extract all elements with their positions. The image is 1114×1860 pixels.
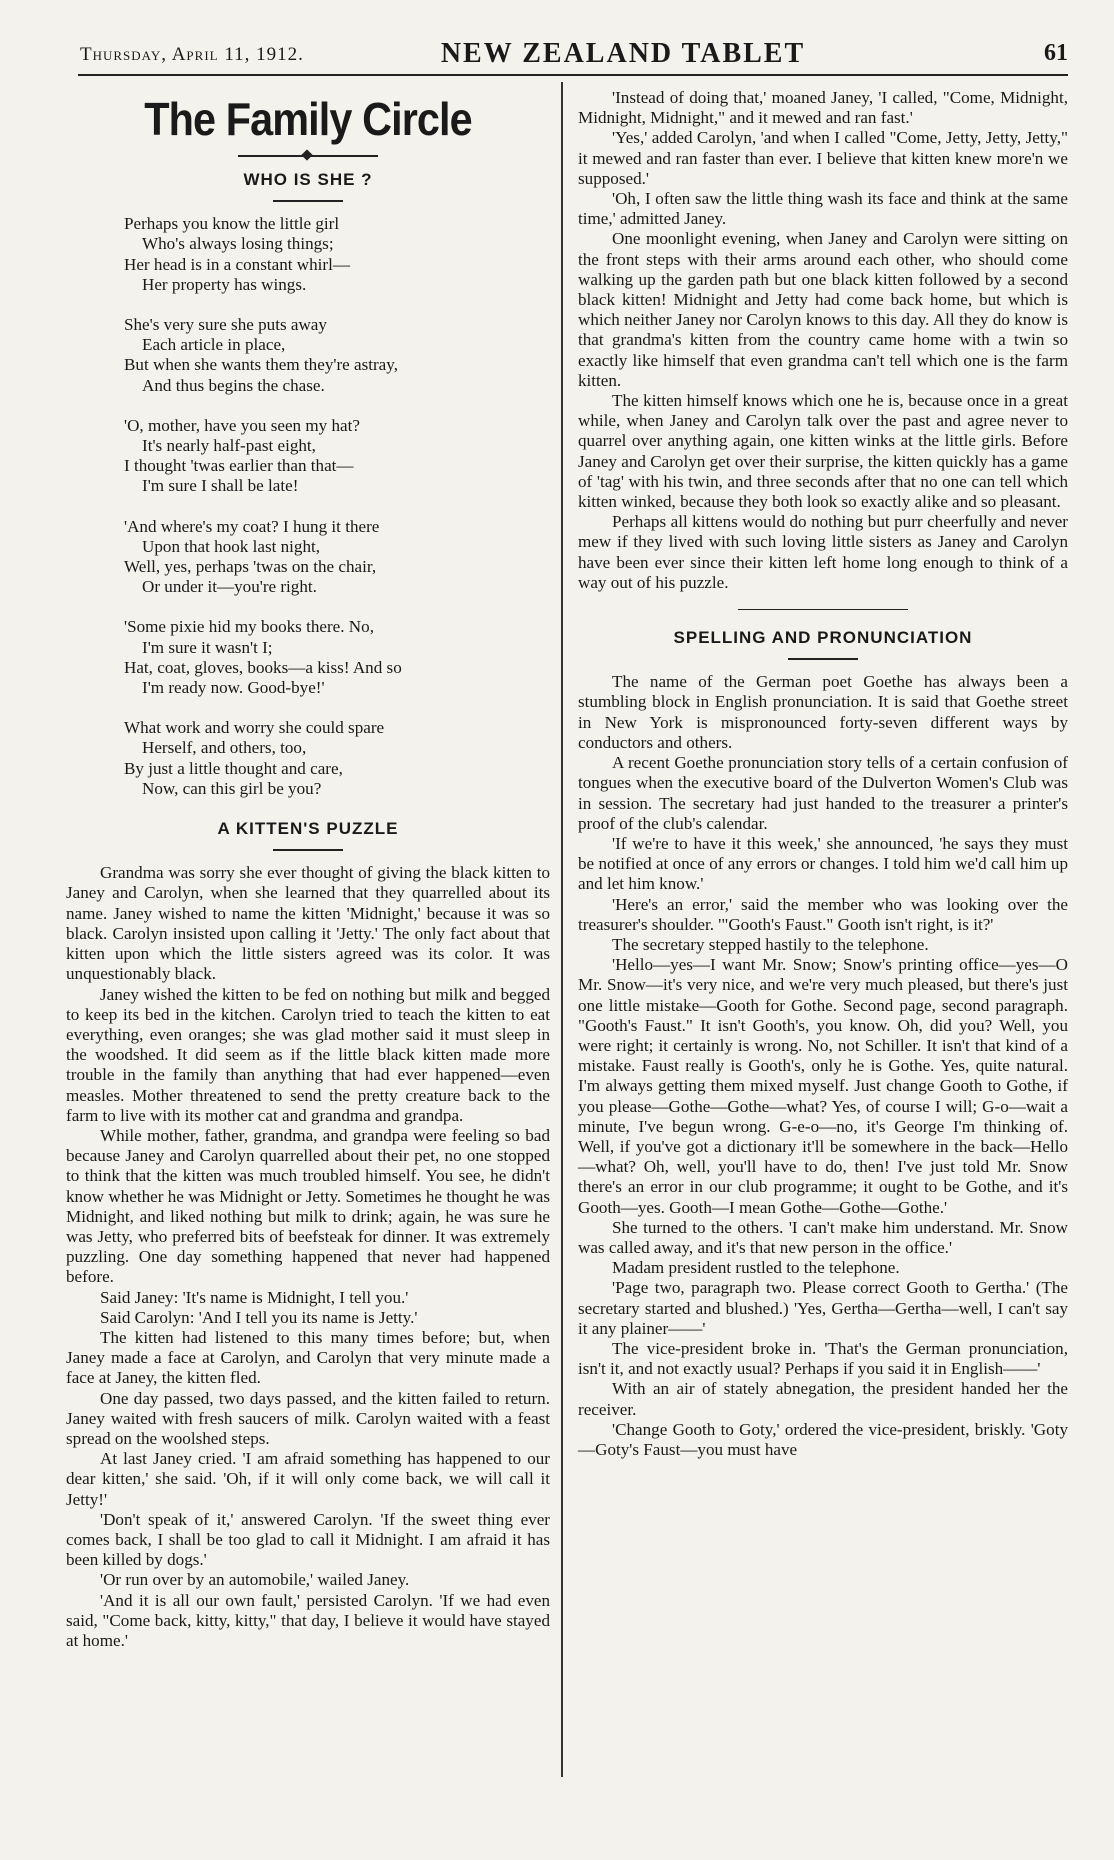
poem-line: 'O, mother, have you seen my hat? [124, 415, 360, 435]
paragraph: Said Carolyn: 'And I tell you its name is Jetty.' [100, 1307, 418, 1327]
heading-rule [788, 658, 858, 660]
paragraph: Madam president rustled to the telephone. [612, 1258, 900, 1278]
column-divider [561, 82, 563, 1777]
poem-line: Hat, coat, gloves, books—a kiss! And so [124, 657, 402, 677]
poem-line: Well, yes, perhaps 'twas on the chair, [124, 557, 377, 577]
left-column [66, 88, 550, 1651]
paragraph: The kitten himself knows which one he is, because once in a great while, when Janey and Carolyn talk over the past and agree never to quarrel over anything again, one kitten winks at the little girls. Before Janey and Carolyn get over their surprise, the kitten quickly has a game of 'tag' with his twin, and three seconds after that no one can tell which kitten winked, because they both look so exactly alike and so pleasant. [578, 391, 1068, 512]
poem-stanza [124, 517, 550, 598]
right-column [578, 88, 1068, 1460]
poem-line: Herself, and others, too, [142, 738, 307, 758]
paragraph: Perhaps all kittens would do nothing but purr cheerfully and never mew if they lived with such loving little sisters as Janey and Carolyn have been ever since their kitten left home long enough to think of a way out of his puzzle. [578, 512, 1068, 592]
kitten-story-left [66, 863, 550, 1651]
section-title: The Family Circle [144, 93, 472, 145]
paragraph: The vice-president broke in. 'That's the German pronunciation, isn't it, and not exactly usual? Perhaps if you said it in English——' [578, 1338, 1068, 1379]
paragraph: The name of the German poet Goethe has always been a stumbling block in English pronunciation. It is said that Goethe street in New York is mispronounced forty-seven different ways by conductors and others. [578, 672, 1068, 752]
poem-line: I'm ready now. Good-bye!' [142, 678, 325, 698]
paragraph: While mother, father, grandma, and grandpa were feeling so bad because Janey and Carolyn quarrelled about their pet, no one stopped to think that the kitten was much troubled himself. You see, he didn't know whether he was Midnight or Jetty. Sometimes he thought he was Midnight, and liked nothing but milk to drink; again, he was sure he was Jetty, who preferred bits of beefsteak for dinner. It was extremely puzzling. One day something happened that never had happened before. [66, 1125, 550, 1287]
paragraph: The kitten had listened to this many times before; but, when Janey made a face at Carolyn, and Carolyn that very minute made a face at Janey, the kitten fled. [66, 1327, 550, 1388]
paragraph: 'Change Gooth to Goty,' ordered the vice-president, briskly. 'Goty—Goty's Faust—you must have [578, 1419, 1068, 1459]
poem-stanza [124, 416, 550, 497]
poem-stanza [124, 315, 550, 396]
poem-line: Who's always losing things; [142, 234, 334, 254]
paragraph: One moonlight evening, when Janey and Carolyn were sitting on the front steps with their arms around each other, who should come walking up the garden path but one black kitten followed by a second black kitten! Midnight and Jetty had come back home, but which is which neither Janey nor Carolyn knows to this day. All they do know is that grandma's kitten from the country came home with a twin so exactly like himself that even grandma can't tell which one is the farm kitten. [578, 229, 1068, 390]
paragraph: 'Yes,' added Carolyn, 'and when I called "Come, Jetty, Jetty, Jetty," it mewed and ran faster than ever. I believe that kitten knew more'n we supposed.' [578, 128, 1068, 188]
spelling-heading: SPELLING AND PRONUNCIATION [673, 628, 973, 648]
paragraph: 'Oh, I often saw the little thing wash its face and think at the same time,' admitted Janey. [578, 189, 1068, 229]
poem-line: What work and worry she could spare [124, 718, 385, 738]
kitten-story-right [578, 88, 1068, 593]
paragraph: Grandma was sorry she ever thought of giving the black kitten to Janey and Carolyn, when she learned that they quarrelled about its name. Janey wished to name the kitten 'Midnight,' because it was so black. Carolyn insisted upon calling it 'Jetty.' The only fact about that kitten upon which the little sisters agreed was its color. It was unquestionably black. [66, 863, 550, 984]
paragraph: 'And it is all our own fault,' persisted Carolyn. 'If we had even said, "Come back, kitty, kitty," that day, I believe it would have stayed at home.' [66, 1590, 550, 1650]
paragraph: 'Hello—yes—I want Mr. Snow; Snow's printing office—yes—O Mr. Snow—it's very nice, and we're very much pleased, but there's just one little mistake—Gooth for Gothe. Second page, second paragraph. "Gooth's Faust." It isn't Gooth's, you know. Oh, did you? Well, you were right; it certainly is wrong. No, not Schiller. It isn't that kind of a mistake. Faust really is Gooth's, only he is Gothe. Yes, quite natural. I'm always getting them mixed myself. Just change Gooth to Gothe, if you please—Gothe—Gothe—what? Yes, of course I will; G-o—wait a minute, I've begun wrong. G-e-o—no, it's George I'm thinking of. Well, if you've got a dictionary it'll be somewhere in the back—Hello—what? Oh, well, you'll have to do, then! I've just told Mr. Snow there's an error in our club programme; it ought to be Gothe, and it's Gooth—yes. Gooth—I mean Gothe—Gothe—Gothe.' [578, 955, 1068, 1217]
paragraph: With an air of stately abnegation, the president handed her the receiver. [578, 1379, 1068, 1419]
paragraph: 'Or run over by an automobile,' wailed Janey. [100, 1570, 410, 1590]
poem-stanza [124, 214, 550, 295]
paragraph: A recent Goethe pronunciation story tells of a certain confusion of tongues when the executive board of the Dulverton Women's Club was in session. The secretary had just handed to the treasurer a printer's proof of the club's calendar. [578, 753, 1068, 833]
page-number: 61 [1044, 40, 1068, 66]
newspaper-title: NEW ZEALAND TABLET [440, 38, 806, 69]
paragraph: At last Janey cried. 'I am afraid something has happened to our dear kitten,' she said. 'Oh, if it will only come back, we will call it Jetty!' [66, 1449, 550, 1509]
poem-line: Her property has wings. [142, 274, 307, 294]
spelling-article [578, 672, 1068, 1460]
poem-line: Each article in place, [142, 335, 286, 355]
poem-line: And thus begins the chase. [142, 375, 325, 395]
poem-line: Perhaps you know the little girl [124, 214, 340, 234]
paragraph: She turned to the others. 'I can't make him understand. Mr. Snow was called away, and it's that new person in the office.' [578, 1217, 1068, 1257]
heading-rule [273, 200, 343, 202]
poem [124, 214, 550, 799]
heading-rule [273, 849, 343, 851]
poem-line: 'And where's my coat? I hung it there [124, 516, 380, 536]
poem-line: I thought 'twas earlier than that— [124, 456, 354, 476]
paragraph: Janey wished the kitten to be fed on nothing but milk and begged to keep its bed in the kitchen. Carolyn tried to teach the kitten to eat everything, even oranges; she was glad mother said it must sleep in the woodshed. It did seem as if the little black kitten made more trouble in the family than anything that had ever happened—even measles. Mother threatened to send the pretty creature back to the farm to live with its mother cat and grandma and grandpa. [66, 984, 550, 1125]
title-ornament [238, 152, 378, 160]
paragraph: 'Instead of doing that,' moaned Janey, 'I called, "Come, Midnight, Midnight, Midnight," and it mewed and ran fast.' [578, 88, 1068, 128]
paragraph: 'Page two, paragraph two. Please correct Gooth to Gertha.' (The secretary started and blushed.) 'Yes, Gertha—Gertha—well, I can't say it any plainer——' [578, 1278, 1068, 1338]
poem-line: She's very sure she puts away [124, 315, 327, 335]
paragraph: One day passed, two days passed, and the kitten failed to return. Janey waited with fresh saucers of milk. Carolyn waited with a feast spread on the woolshed steps. [66, 1388, 550, 1448]
paragraph: 'Here's an error,' said the member who was looking over the treasurer's shoulder. '"Gooth's Faust." Gooth isn't right, is it?' [578, 894, 1068, 934]
poem-line: Upon that hook last night, [142, 536, 321, 556]
poem-heading: WHO IS SHE ? [243, 170, 373, 189]
issue-date: Thursday, April 11, 1912. [80, 44, 304, 65]
paragraph: Said Janey: 'It's name is Midnight, I tell you.' [100, 1287, 409, 1307]
poem-line: It's nearly half-past eight, [142, 436, 316, 456]
poem-stanza [124, 718, 550, 799]
poem-line: I'm sure I shall be late! [142, 476, 299, 496]
poem-line: I'm sure it wasn't I; [142, 637, 273, 657]
poem-stanza [124, 617, 550, 698]
poem-line: 'Some pixie hid my books there. No, [124, 617, 374, 637]
paragraph: 'If we're to have it this week,' she announced, 'he says they must be notified at once of any errors or changes. I told him we'd call him up and let him know.' [578, 833, 1068, 894]
paragraph: 'Don't speak of it,' answered Carolyn. 'If the sweet thing ever comes back, I shall be too glad to call it Midnight. I am afraid it has been killed by dogs.' [66, 1509, 550, 1570]
poem-line: But when she wants them they're astray, [124, 355, 398, 375]
masthead [78, 38, 1068, 76]
kitten-heading: A KITTEN'S PUZZLE [217, 819, 399, 839]
poem-line: Her head is in a constant whirl— [124, 254, 350, 274]
paragraph: The secretary stepped hastily to the telephone. [612, 934, 929, 954]
poem-line: By just a little thought and care, [124, 758, 343, 778]
poem-line: Now, can this girl be you? [142, 778, 322, 798]
poem-line: Or under it—you're right. [142, 577, 317, 597]
section-rule [738, 609, 908, 610]
